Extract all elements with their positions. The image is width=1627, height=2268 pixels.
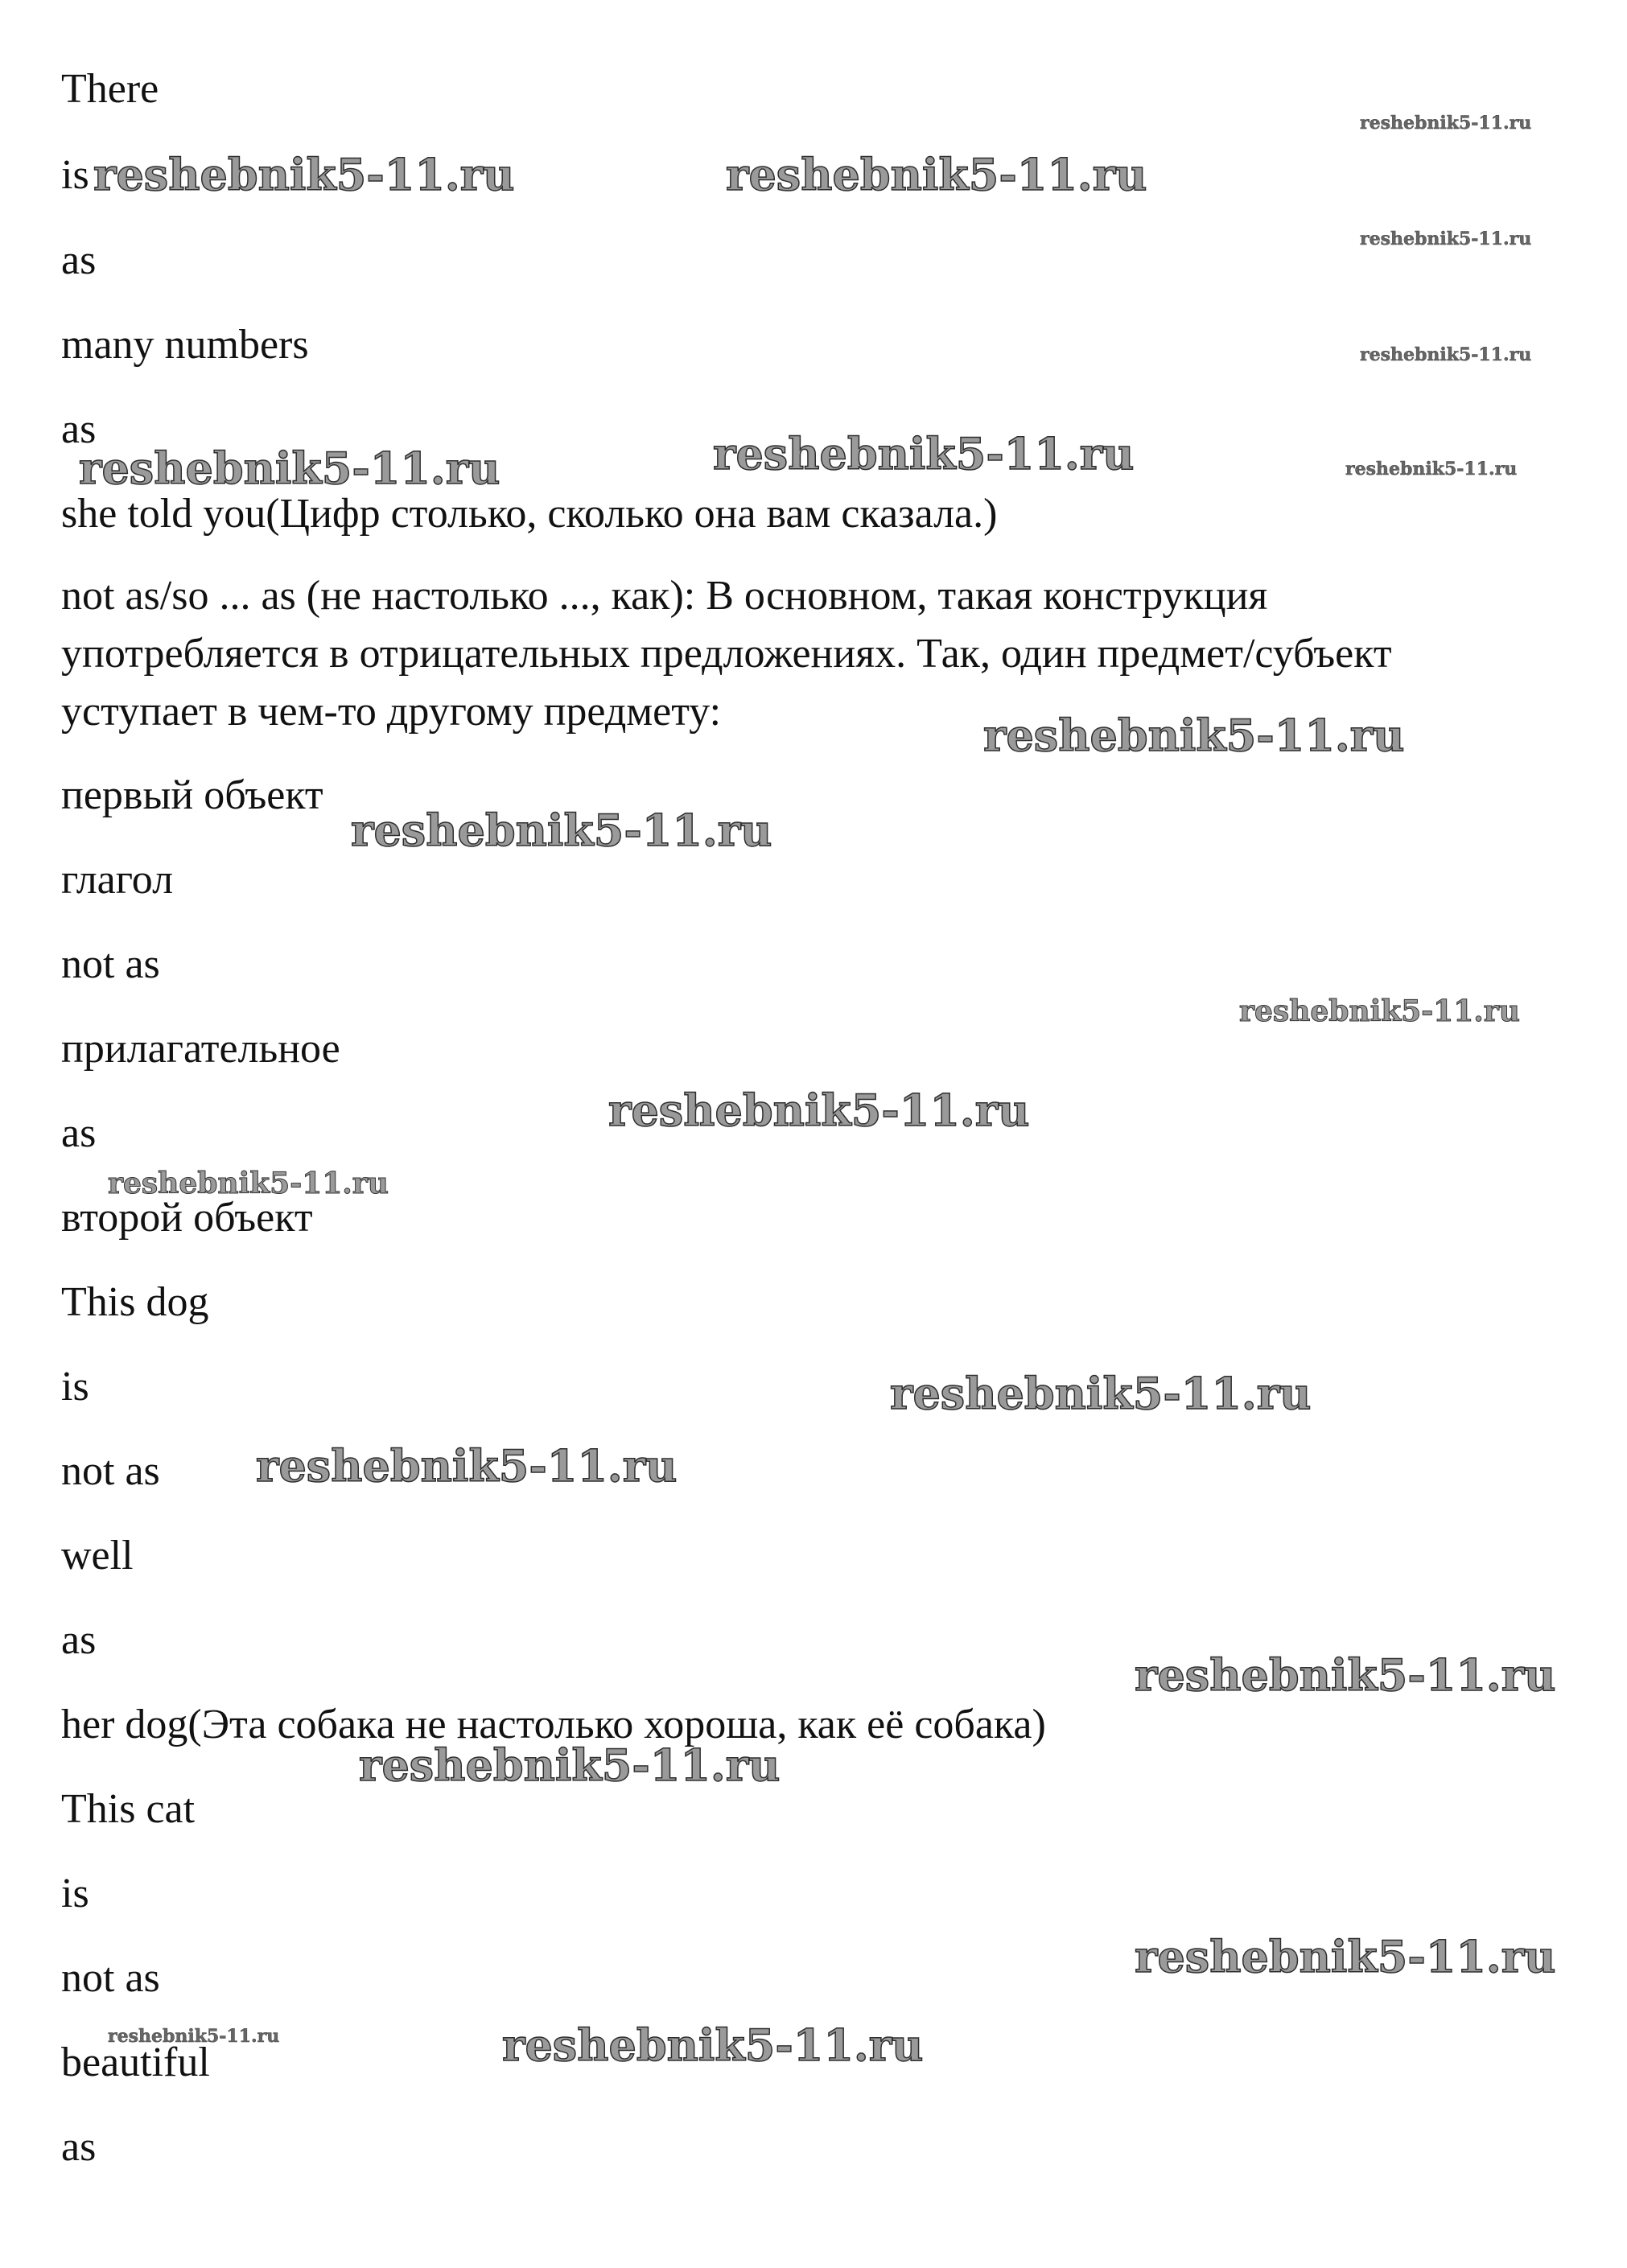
watermark: reshebnik5-11.ru <box>359 1739 781 1791</box>
text-line: many numbers <box>61 322 309 368</box>
paragraph-line: уступает в чем-то другому предмету: <box>61 689 722 735</box>
text-line: her dog(Эта собака не настолько хороша, как её собака) <box>61 1702 1046 1747</box>
watermark: reshebnik5-11.ru <box>890 1368 1312 1419</box>
watermark: reshebnik5-11.ru <box>502 2019 924 2071</box>
text-line: первый объект <box>61 772 323 818</box>
watermark: reshebnik5-11.ru <box>1135 1649 1556 1701</box>
text-line: beautiful <box>61 2040 210 2085</box>
watermark: reshebnik5-11.ru <box>351 805 772 856</box>
text-line: второй объект <box>61 1195 313 1241</box>
text-line: is <box>61 1364 89 1410</box>
watermark: reshebnik5-11.ru <box>983 710 1405 761</box>
text-line: This cat <box>61 1786 196 1832</box>
watermark: reshebnik5-11.ru <box>1360 113 1532 134</box>
watermark: reshebnik5-11.ru <box>608 1085 1030 1136</box>
watermark: reshebnik5-11.ru <box>713 428 1135 480</box>
paragraph-line: not as/so ... as (не настолько ..., как): В основном, такая конструкция <box>61 573 1268 619</box>
watermark: reshebnik5-11.ru <box>79 442 500 494</box>
watermark: reshebnik5-11.ru <box>1135 1931 1556 1982</box>
text-line: as <box>61 237 97 283</box>
text-line: she told you(Цифр столько, сколько она вам сказала.) <box>61 491 998 537</box>
watermark: reshebnik5-11.ru <box>108 2026 280 2047</box>
text-line: as <box>61 1110 97 1156</box>
watermark: reshebnik5-11.ru <box>726 149 1147 200</box>
text-line: as <box>61 406 97 452</box>
watermark: reshebnik5-11.ru <box>1360 344 1532 365</box>
text-line: is <box>61 1871 89 1916</box>
watermark: reshebnik5-11.ru <box>1239 994 1520 1028</box>
text-line: as <box>61 2124 97 2170</box>
watermark: reshebnik5-11.ru <box>93 149 515 200</box>
watermark: reshebnik5-11.ru <box>1360 228 1532 249</box>
text-line: There <box>61 66 159 112</box>
text-line: well <box>61 1533 134 1579</box>
text-line: not as <box>61 1955 160 2001</box>
watermark: reshebnik5-11.ru <box>108 1167 389 1200</box>
paragraph-line: употребляется в отрицательных предложениях. Так, один предмет/субъект <box>61 631 1392 677</box>
text-line: This dog <box>61 1279 209 1325</box>
text-line: not as <box>61 1448 160 1494</box>
text-line: прилагательное <box>61 1026 340 1072</box>
watermark: reshebnik5-11.ru <box>256 1440 678 1492</box>
watermark: reshebnik5-11.ru <box>1345 459 1518 480</box>
text-line: as <box>61 1617 97 1663</box>
text-line: not as <box>61 941 160 987</box>
text-line: is <box>61 152 89 198</box>
text-line: глагол <box>61 857 174 903</box>
